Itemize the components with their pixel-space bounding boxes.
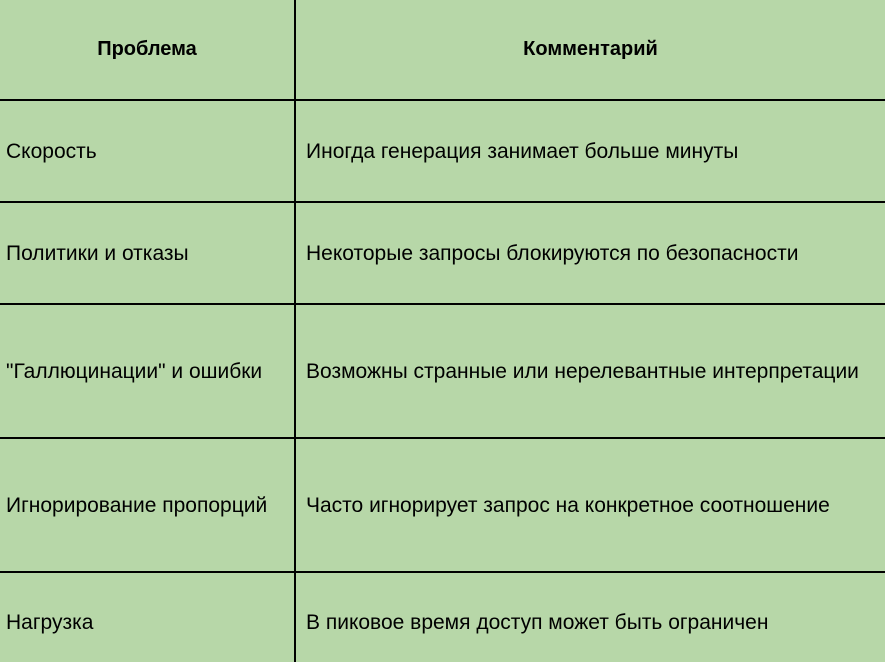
comment-cell: Возможны странные или нерелевантные интерпретации — [306, 359, 859, 383]
comment-cell: Некоторые запросы блокируются по безопасности — [306, 241, 799, 265]
comment-cell: Часто игнорирует запрос на конкретное соотношение — [306, 493, 830, 517]
table-row — [0, 305, 885, 437]
problem-cell: "Галлюцинации" и ошибки — [6, 359, 263, 383]
table-row — [0, 101, 885, 201]
row-divider — [0, 201, 885, 203]
problem-cell: Нагрузка — [6, 611, 94, 634]
comment-cell: В пиковое время доступ может быть ограничен — [306, 611, 769, 634]
header-problem: Проблема — [97, 38, 197, 60]
row-divider — [0, 437, 885, 439]
problem-cell: Политики и отказы — [6, 241, 189, 265]
problem-cell: Игнорирование пропорций — [6, 493, 268, 517]
table-row — [0, 203, 885, 303]
problem-cell: Скорость — [6, 139, 97, 163]
table-row — [0, 439, 885, 571]
header-comment: Комментарий — [523, 38, 658, 60]
table-header-row — [0, 0, 885, 99]
table-row — [0, 573, 885, 662]
row-divider — [0, 571, 885, 573]
row-divider — [0, 99, 885, 101]
comment-cell: Иногда генерация занимает больше минуты — [306, 139, 739, 163]
row-divider — [0, 303, 885, 305]
